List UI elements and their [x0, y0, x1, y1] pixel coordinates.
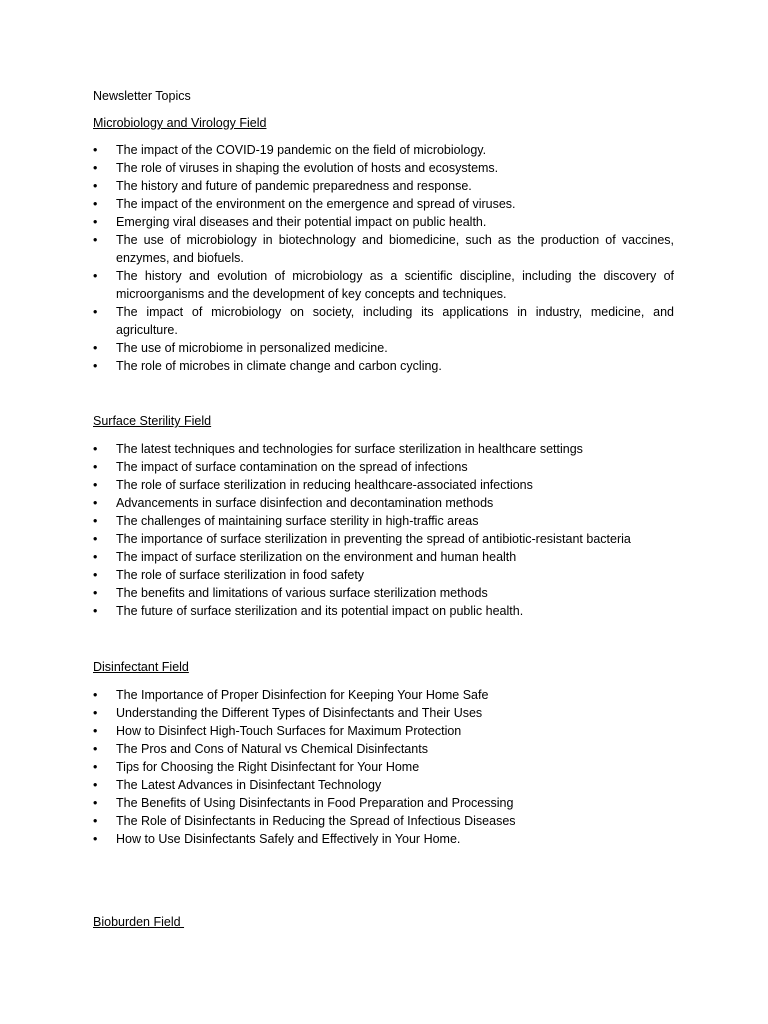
- bullet-icon: •: [93, 359, 98, 373]
- bullet-icon: •: [93, 442, 98, 456]
- bullet-icon: •: [93, 478, 98, 492]
- list-item-text: The impact of microbiology on society, including its applications in industry, medicine, and agriculture.: [116, 305, 674, 337]
- bullet-icon: •: [93, 269, 98, 283]
- bullet-icon: •: [93, 586, 98, 600]
- list-item-text: The history and evolution of microbiology as a scientific discipline, including the discovery of microorganisms and the development of key concepts and techniques.: [116, 269, 674, 301]
- bullet-icon: •: [93, 778, 98, 792]
- list-item-text: Advancements in surface disinfection and decontamination methods: [116, 496, 494, 510]
- list-item-text: The role of viruses in shaping the evolution of hosts and ecosystems.: [116, 161, 499, 175]
- bullet-icon: •: [93, 796, 98, 810]
- list-item: [93, 440, 674, 458]
- list-item-text: The impact of surface contamination on the spread of infections: [116, 460, 468, 474]
- list-item: [93, 566, 674, 584]
- list-item-text: Tips for Choosing the Right Disinfectant for Your Home: [116, 760, 420, 774]
- list-item-text: The use of microbiome in personalized medicine.: [116, 341, 388, 355]
- list-item: [93, 267, 674, 303]
- bullet-icon: •: [93, 460, 98, 474]
- section-heading-bioburden: Bioburden Field: [93, 915, 185, 929]
- bullet-icon: •: [93, 179, 98, 193]
- list-item: [93, 213, 674, 231]
- list-item-text: The benefits and limitations of various surface sterilization methods: [116, 586, 488, 600]
- bullet-list-disinfectant: [93, 686, 674, 848]
- list-item: [93, 530, 674, 548]
- list-item: [93, 584, 674, 602]
- list-item: [93, 476, 674, 494]
- list-item-text: The Importance of Proper Disinfection for Keeping Your Home Safe: [116, 688, 489, 702]
- list-item: [93, 303, 674, 339]
- list-item: [93, 830, 674, 848]
- bullet-icon: •: [93, 550, 98, 564]
- list-item-text: How to Use Disinfectants Safely and Effectively in Your Home.: [116, 832, 461, 846]
- list-item-text: The Latest Advances in Disinfectant Technology: [116, 778, 382, 792]
- list-item-text: The use of microbiology in biotechnology and biomedicine, such as the production of vaccines, enzymes, and biofuels.: [116, 233, 674, 265]
- bullet-icon: •: [93, 760, 98, 774]
- list-item: [93, 159, 674, 177]
- bullet-icon: •: [93, 233, 98, 247]
- list-item: [93, 548, 674, 566]
- list-item-text: The latest techniques and technologies for surface sterilization in healthcare settings: [116, 442, 583, 456]
- list-item: [93, 357, 674, 375]
- list-item: [93, 512, 674, 530]
- bullet-icon: •: [93, 706, 98, 720]
- section-heading-surface-sterility: Surface Sterility Field: [93, 414, 212, 428]
- list-item-text: The Pros and Cons of Natural vs Chemical Disinfectants: [116, 742, 428, 756]
- list-item: [93, 602, 674, 620]
- list-item-text: Understanding the Different Types of Disinfectants and Their Uses: [116, 706, 483, 720]
- list-item-text: The Role of Disinfectants in Reducing the Spread of Infectious Diseases: [116, 814, 516, 828]
- list-item-text: The history and future of pandemic preparedness and response.: [116, 179, 472, 193]
- section-heading-microbiology-virology: Microbiology and Virology Field: [93, 116, 267, 130]
- list-item: [93, 722, 674, 740]
- bullet-icon: •: [93, 215, 98, 229]
- bullet-list-microbiology-virology: [93, 141, 674, 375]
- list-item-text: Emerging viral diseases and their potential impact on public health.: [116, 215, 487, 229]
- list-item: [93, 740, 674, 758]
- list-item-text: The future of surface sterilization and its potential impact on public health.: [116, 604, 524, 618]
- list-item: [93, 704, 674, 722]
- list-item-text: The role of microbes in climate change and carbon cycling.: [116, 359, 442, 373]
- bullet-icon: •: [93, 742, 98, 756]
- bullet-icon: •: [93, 341, 98, 355]
- list-item: [93, 458, 674, 476]
- bullet-icon: •: [93, 197, 98, 211]
- bullet-icon: •: [93, 496, 98, 510]
- bullet-icon: •: [93, 514, 98, 528]
- list-item: [93, 686, 674, 704]
- bullet-icon: •: [93, 532, 98, 546]
- list-item: [93, 231, 674, 267]
- bullet-icon: •: [93, 143, 98, 157]
- list-item: [93, 812, 674, 830]
- bullet-icon: •: [93, 161, 98, 175]
- list-item: [93, 794, 674, 812]
- list-item-text: The importance of surface sterilization in preventing the spread of antibiotic-resistant bacteria: [116, 532, 631, 546]
- bullet-list-surface-sterility: [93, 440, 674, 620]
- list-item: [93, 776, 674, 794]
- list-item-text: The impact of the COVID-19 pandemic on the field of microbiology.: [116, 143, 487, 157]
- document-title: Newsletter Topics: [93, 89, 191, 103]
- list-item-text: The role of surface sterilization in reducing healthcare-associated infections: [116, 478, 533, 492]
- list-item: [93, 195, 674, 213]
- list-item: [93, 494, 674, 512]
- list-item-text: The Benefits of Using Disinfectants in Food Preparation and Processing: [116, 796, 514, 810]
- bullet-icon: •: [93, 814, 98, 828]
- bullet-icon: •: [93, 305, 98, 319]
- list-item-text: The impact of the environment on the emergence and spread of viruses.: [116, 197, 516, 211]
- list-item: [93, 758, 674, 776]
- list-item: [93, 339, 674, 357]
- list-item-text: The role of surface sterilization in food safety: [116, 568, 365, 582]
- list-item: [93, 141, 674, 159]
- list-item: [93, 177, 674, 195]
- list-item-text: How to Disinfect High-Touch Surfaces for Maximum Protection: [116, 724, 462, 738]
- bullet-icon: •: [93, 604, 98, 618]
- list-item-text: The impact of surface sterilization on the environment and human health: [116, 550, 517, 564]
- section-heading-disinfectant: Disinfectant Field: [93, 660, 189, 674]
- bullet-icon: •: [93, 568, 98, 582]
- bullet-icon: •: [93, 688, 98, 702]
- bullet-icon: •: [93, 832, 98, 846]
- bullet-icon: •: [93, 724, 98, 738]
- list-item-text: The challenges of maintaining surface sterility in high-traffic areas: [116, 514, 479, 528]
